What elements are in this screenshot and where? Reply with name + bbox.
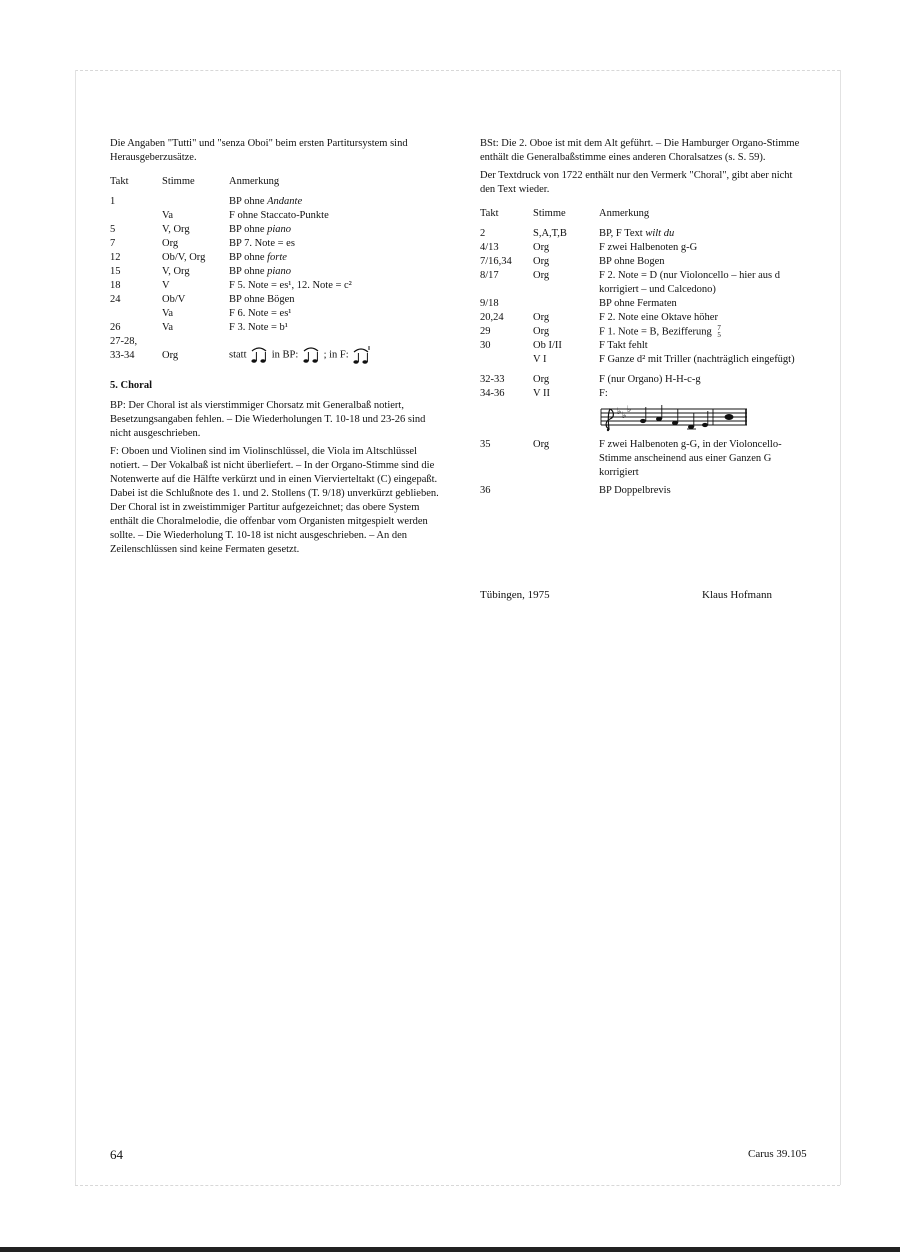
row-takt: 2 — [480, 228, 486, 239]
anmerkung-text: BP ohne Bogen — [599, 256, 665, 267]
right-column — [480, 137, 800, 498]
table-row — [480, 325, 800, 339]
row-takt: 30 — [480, 340, 491, 352]
row-stimme: Va — [162, 308, 174, 319]
row-stimme: Ob/V — [162, 294, 186, 305]
figured-bass-top: 7 — [717, 324, 721, 332]
catalog-number: Carus 39.105 — [748, 1148, 807, 1160]
row-stimme: S,A,T,B — [533, 228, 567, 239]
row-anmerkung — [599, 387, 800, 438]
takt-line-1: 27-28, — [110, 336, 138, 347]
bst-paragraph: BSt: Die 2. Oboe ist mit dem Alt geführt. – Die Hamburger Organo-Stimme enthält die Generalbaßstimme eines anderen Choralsatzes (s. S. 59). — [480, 138, 800, 163]
row-anmerkung — [599, 438, 800, 480]
table-row — [480, 387, 800, 438]
slurred-notes-icon — [301, 346, 321, 364]
row-stimme: V, Org — [162, 266, 190, 277]
statt-text: statt — [229, 349, 247, 361]
row-anmerkung — [599, 373, 800, 387]
table-row — [480, 373, 800, 387]
anmerkung-text: F 5. Note = es¹, 12. Note = c² — [229, 280, 352, 291]
author-name: Klaus Hofmann — [702, 589, 772, 601]
row-stimme — [533, 484, 599, 498]
choral-paragraph-f: F: Oboen und Violinen sind im Violinschlüssel, die Viola im Altschlüssel notiert. – Der Vokalbaß ist nicht überliefert. – In der Organo-Stimme sind die Notenwerte auf die Hälfte verkürzt und in einen Viervierteltakt (C) eingepaßt. Dabei ist die Schlußnote des 1. und 2. Stollens (T. 9/18) unverkürzt geblieben. Der Choral ist in zweistimmiger Partitur aufgezeichnet; das obere System enthält die Choralmelodie, die offenbar vom Organisten mitgespielt werden sollte. – Die Wiederholung T. 10-18 ist nicht ausgeschrieben. – An den Zeilenschlüssen sind keine Fermaten gesetzt. — [110, 446, 439, 555]
left-column — [110, 137, 440, 561]
row-takt — [110, 209, 162, 223]
left-edge-line — [75, 70, 76, 1185]
anmerkung-italic: Andante — [267, 196, 303, 207]
row-stimme: Org — [533, 256, 550, 267]
row-anmerkung — [599, 241, 800, 255]
table-header — [110, 175, 440, 189]
row-anmerkung — [229, 209, 440, 223]
row-stimme: Org — [533, 326, 550, 337]
anmerkung-text: F zwei Halbenoten g-G, in der Violoncello-Stimme anscheinend aus einer Ganzen G korrigiert — [599, 439, 782, 479]
row-takt: 18 — [110, 280, 121, 291]
row-stimme: Ob/V, Org — [162, 252, 206, 263]
anmerkung-text: F ohne Staccato-Punkte — [229, 210, 329, 221]
table-row — [110, 293, 440, 307]
table-row — [480, 297, 800, 311]
row-takt: 32-33 — [480, 374, 505, 386]
row-anmerkung — [599, 255, 800, 269]
header-takt: Takt — [480, 208, 499, 219]
row-stimme — [533, 297, 599, 311]
svg-text:♭: ♭ — [622, 411, 627, 422]
table-row — [110, 307, 440, 321]
row-anmerkung — [229, 223, 440, 237]
row-takt: 29 — [480, 326, 491, 337]
header-anmerkung: Anmerkung — [599, 208, 650, 219]
music-staff-excerpt-icon — [599, 401, 749, 433]
row-stimme: Org — [162, 238, 179, 249]
row-anmerkung — [229, 237, 440, 251]
row-takt: 36 — [480, 485, 491, 497]
intro-text: Die Angaben "Tutti" und "senza Oboi" beim ersten Partitursystem sind Herausgeberzusätze. — [110, 138, 408, 163]
header-takt: Takt — [110, 176, 129, 187]
anmerkung-text: F Takt fehlt — [599, 340, 648, 352]
table-row — [480, 353, 800, 367]
table-row — [110, 223, 440, 237]
row-takt: 1 — [110, 196, 116, 207]
table-row — [480, 255, 800, 269]
table-row — [480, 269, 800, 297]
table-row — [110, 237, 440, 251]
svg-text:♭: ♭ — [627, 405, 632, 416]
row-stimme: Org — [533, 312, 550, 323]
row-anmerkung — [599, 297, 800, 311]
row-takt — [480, 353, 533, 367]
table-row — [110, 321, 440, 335]
left-notes-table — [110, 175, 440, 365]
row-takt — [110, 335, 162, 365]
anmerkung-text: BP ohne — [229, 196, 268, 207]
row-anmerkung — [599, 227, 800, 241]
place-date: Tübingen, 1975 — [480, 589, 550, 601]
row-takt: 8/17 — [480, 270, 499, 281]
row-stimme: Org — [162, 350, 179, 361]
header-stimme: Stimme — [162, 176, 195, 187]
row-takt: 7/16,34 — [480, 256, 512, 267]
anmerkung-text: F 2. Note = D (nur Violoncello – hier aus d korrigiert – und Calcedono) — [599, 270, 780, 295]
row-stimme: V I — [533, 354, 547, 366]
section-title: 5. Choral — [110, 380, 152, 391]
table-row — [480, 227, 800, 241]
textdruck-paragraph: Der Textdruck von 1722 enthält nur den Vermerk "Choral", gibt aber nicht den Text wieder. — [480, 170, 793, 195]
row-anmerkung — [229, 251, 440, 265]
row-stimme: Ob I/II — [533, 340, 562, 352]
row-anmerkung — [599, 269, 800, 297]
anmerkung-italic: forte — [267, 252, 287, 263]
table-row — [480, 438, 800, 480]
row-anmerkung — [229, 265, 440, 279]
table-row — [110, 209, 440, 223]
row-stimme: V, Org — [162, 224, 190, 235]
anmerkung-text: BP ohne Bögen — [229, 294, 295, 305]
table-row — [480, 339, 800, 353]
header-anmerkung: Anmerkung — [229, 176, 280, 187]
bottom-crop-mark — [75, 1185, 840, 1186]
row-stimme: Org — [533, 270, 550, 281]
choral-paragraph-bp: BP: Der Choral ist als vierstimmiger Chorsatz mit Generalbaß notiert, Besetzungsangaben fehlen. – Die Wiederholungen T. 10-18 und 23-26 sind nicht ausgeschrieben. — [110, 400, 426, 439]
row-takt: 35 — [480, 439, 491, 451]
table-row — [480, 241, 800, 255]
anmerkung-italic: piano — [267, 266, 292, 277]
row-takt: 9/18 — [480, 298, 499, 309]
figured-bass — [717, 325, 721, 339]
row-stimme: Org — [533, 439, 550, 451]
row-stimme — [162, 195, 229, 209]
row-stimme: V II — [533, 388, 551, 400]
tied-notes-icon — [249, 346, 269, 364]
anmerkung-text: F 3. Note = b¹ — [229, 322, 288, 333]
row-anmerkung — [599, 484, 800, 498]
row-anmerkung — [229, 279, 440, 293]
table-header — [480, 207, 800, 221]
scan-bottom-edge — [0, 1247, 900, 1252]
row-takt: 34-36 — [480, 388, 505, 400]
anmerkung-text: BP ohne — [229, 266, 268, 277]
table-row — [480, 484, 800, 498]
row-anmerkung — [229, 307, 440, 321]
table-row — [110, 251, 440, 265]
row-stimme: Org — [533, 242, 550, 253]
row-anmerkung — [229, 321, 440, 335]
row-takt: 15 — [110, 266, 121, 277]
anmerkung-text: BP Doppelbrevis — [599, 485, 671, 497]
right-edge-line — [840, 70, 841, 1185]
anmerkung-italic: piano — [267, 224, 292, 235]
row-anmerkung — [599, 325, 800, 339]
table-row — [110, 195, 440, 209]
anmerkung-text: BP ohne Fermaten — [599, 298, 677, 309]
row-stimme: V — [162, 280, 170, 291]
row-anmerkung — [229, 293, 440, 307]
header-stimme: Stimme — [533, 208, 566, 219]
anmerkung-text: BP ohne — [229, 252, 268, 263]
anmerkung-text: BP, F Text — [599, 228, 646, 239]
notes-with-fermata-icon — [351, 345, 373, 365]
anmerkung-text: F (nur Organo) H-H-c-g — [599, 374, 701, 386]
anmerkung-text: BP ohne — [229, 224, 268, 235]
right-notes-table — [480, 207, 800, 498]
table-row — [110, 265, 440, 279]
anmerkung-text: BP 7. Note = es — [229, 238, 295, 249]
in-bp-text: in BP: — [271, 349, 299, 361]
row-stimme: Org — [533, 374, 550, 386]
row-anmerkung — [599, 339, 800, 353]
table-row — [110, 335, 440, 365]
row-anmerkung — [599, 311, 800, 325]
row-takt: 7 — [110, 238, 116, 249]
anmerkung-text: F: — [599, 388, 608, 400]
svg-text:♭: ♭ — [617, 407, 622, 418]
anmerkung-text: F 1. Note = B, Bezifferung — [599, 326, 712, 338]
row-takt: 4/13 — [480, 242, 499, 253]
row-takt: 20,24 — [480, 312, 504, 323]
anmerkung-text: F zwei Halbenoten g-G — [599, 242, 698, 253]
page-number: 64 — [110, 1147, 123, 1162]
row-takt: 24 — [110, 294, 121, 305]
row-anmerkung — [229, 335, 440, 365]
row-takt: 26 — [110, 322, 121, 333]
top-crop-mark — [75, 70, 840, 71]
in-f-text: ; in F: — [323, 349, 349, 361]
row-anmerkung — [599, 353, 800, 367]
table-row — [480, 311, 800, 325]
row-stimme: Va — [162, 210, 174, 221]
anmerkung-text: F Ganze d² mit Triller (nachträglich eingefügt) — [599, 354, 795, 366]
row-takt — [110, 307, 162, 321]
row-takt: 5 — [110, 224, 116, 235]
table-row — [110, 279, 440, 293]
anmerkung-text: F 2. Note eine Oktave höher — [599, 312, 718, 323]
row-anmerkung — [229, 195, 440, 209]
anmerkung-text: F 6. Note = es¹ — [229, 308, 292, 319]
takt-line-2: 33-34 — [110, 350, 135, 361]
row-takt: 12 — [110, 252, 121, 263]
figured-bass-bottom: 5 — [717, 331, 721, 339]
row-stimme: Va — [162, 322, 174, 333]
anmerkung-italic: wilt du — [645, 228, 675, 239]
